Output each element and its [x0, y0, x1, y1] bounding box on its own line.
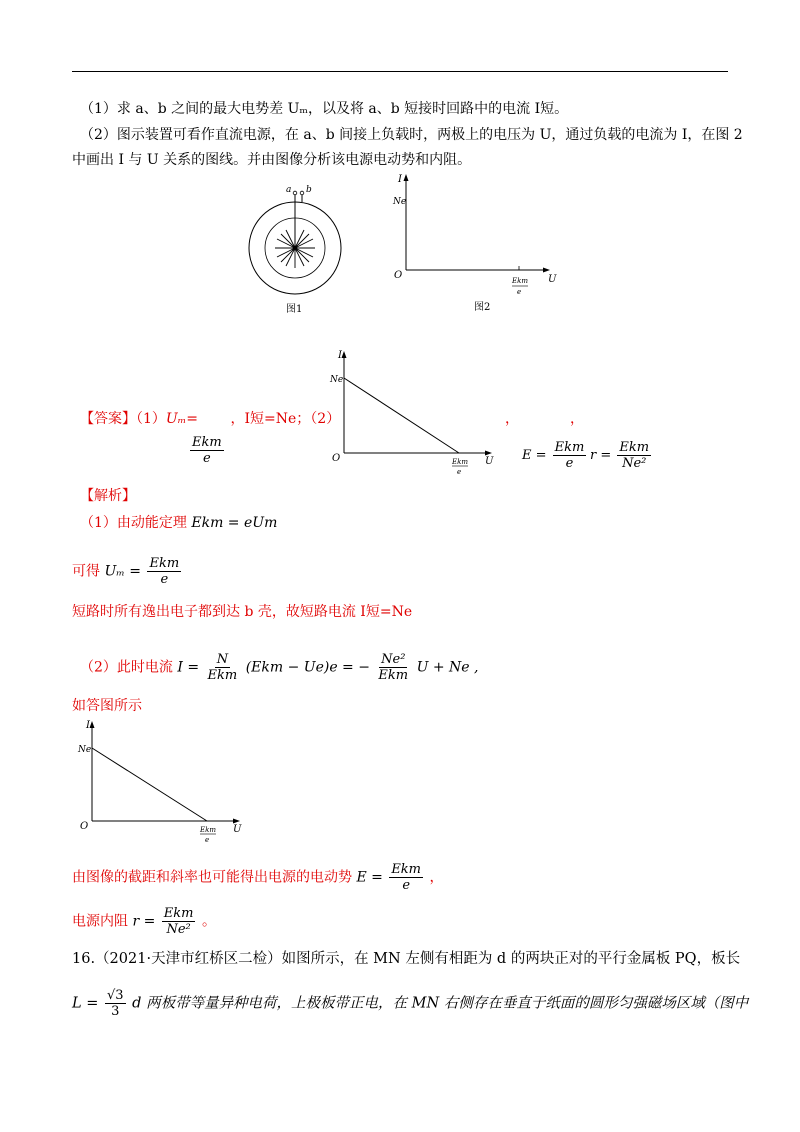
- fig2-y-axis: I: [398, 174, 402, 185]
- svg-text:I: I: [338, 350, 342, 361]
- fig2-caption: 图2: [474, 302, 491, 313]
- svg-text:Ne: Ne: [78, 745, 92, 755]
- analysis-line5: 如答图所示: [72, 698, 142, 714]
- question-part2-line2: 中画出 I 与 U 关系的图线。并由图像分析该电源电动势和内阻。: [72, 152, 472, 168]
- header-rule: [72, 71, 728, 72]
- analysis-tag: 【解析】: [80, 488, 136, 504]
- svg-text:I: I: [86, 720, 90, 731]
- answer-resistance: r = $\frac{\text{Ekm}}{\text{Ne²}}$: [590, 440, 650, 471]
- fig1-label-b: b: [306, 185, 312, 195]
- analysis-line2: 可得 Uₘ = $\frac{\text{Ekm}}{e}$: [72, 556, 180, 587]
- svg-text:Ne: Ne: [330, 375, 344, 385]
- svg-text:Ekm: Ekm: [452, 458, 468, 466]
- fig2-y-mark: Ne: [393, 197, 407, 207]
- analysis-line4: （2）此时电流 I = $\frac{N}{\text{Ekm}}$ (Ekm − Ue)e = − $\frac{\text{Ne²}}{\text{Ekm}}$ U + Ne ,: [80, 652, 479, 683]
- svg-text:O: O: [332, 453, 341, 464]
- fig1-caption: 图1: [286, 304, 303, 315]
- analysis-line3: 短路时所有逸出电子都到达 b 壳，故短路电流 I短=Ne: [72, 604, 413, 620]
- fig2-x-axis: U: [548, 274, 557, 285]
- analysis-line6: 由图像的截距和斜率也可能得出电源的电动势 E = $\frac{\text{Ekm}}{e}$ ，: [72, 862, 444, 893]
- figure-2: [388, 170, 558, 315]
- question16-line2: L = $\frac{√3}{3}$ d 两板带等量异种电荷，上极板带正电，在 MN 右侧存在垂直于纸面的圆形匀强磁场区域（图中: [72, 988, 749, 1019]
- fig2-x-mark-den: e: [517, 288, 522, 296]
- question-part1: （1）求 a、b 之间的最大电势差 Uₘ，以及将 a、b 短接时回路中的电流 I短。: [80, 101, 569, 117]
- fig2-origin: O: [394, 270, 403, 281]
- figure-1: [248, 180, 360, 320]
- analysis-line1: （1）由动能定理 Ekm = eUm: [80, 515, 278, 531]
- analysis-graph: [76, 715, 246, 850]
- fig2-x-mark-num: Ekm: [512, 277, 528, 285]
- question16-line1: 16.（2021·天津市红桥区二检）如图所示，在 MN 左侧有相距为 d 的两块正对的平行金属板 PQ，板长: [72, 951, 741, 967]
- answer-graph: [328, 345, 498, 480]
- answer-emf: E = $\frac{\text{Ekm}}{e}$: [522, 440, 585, 471]
- svg-text:e: e: [205, 836, 210, 844]
- analysis-line7: 电源内阻 r = $\frac{\text{Ekm}}{\text{Ne²}}$ 。: [72, 906, 216, 937]
- svg-text:Ekm: Ekm: [200, 826, 216, 834]
- answer-um-fraction: $\frac{\text{Ekm}}{e}$: [192, 435, 222, 466]
- svg-text:U: U: [485, 456, 494, 467]
- svg-text:U: U: [233, 824, 242, 835]
- answer-ishort: ，I短=Ne；（2）: [230, 411, 341, 427]
- svg-text:O: O: [80, 821, 89, 832]
- fig1-label-a: a: [286, 185, 292, 195]
- answer-tag: 【答案】: [80, 411, 136, 427]
- answer-um: Uₘ=: [165, 411, 199, 427]
- question-part2-line1: （2）图示装置可看作直流电源，在 a、b 间接上负载时，两极上的电压为 U，通过负载的电流为 I，在图 2: [80, 127, 743, 143]
- answer-line: 【答案】（1）Uₘ= ，I短=Ne；（2）: [80, 411, 341, 427]
- svg-text:e: e: [457, 468, 462, 476]
